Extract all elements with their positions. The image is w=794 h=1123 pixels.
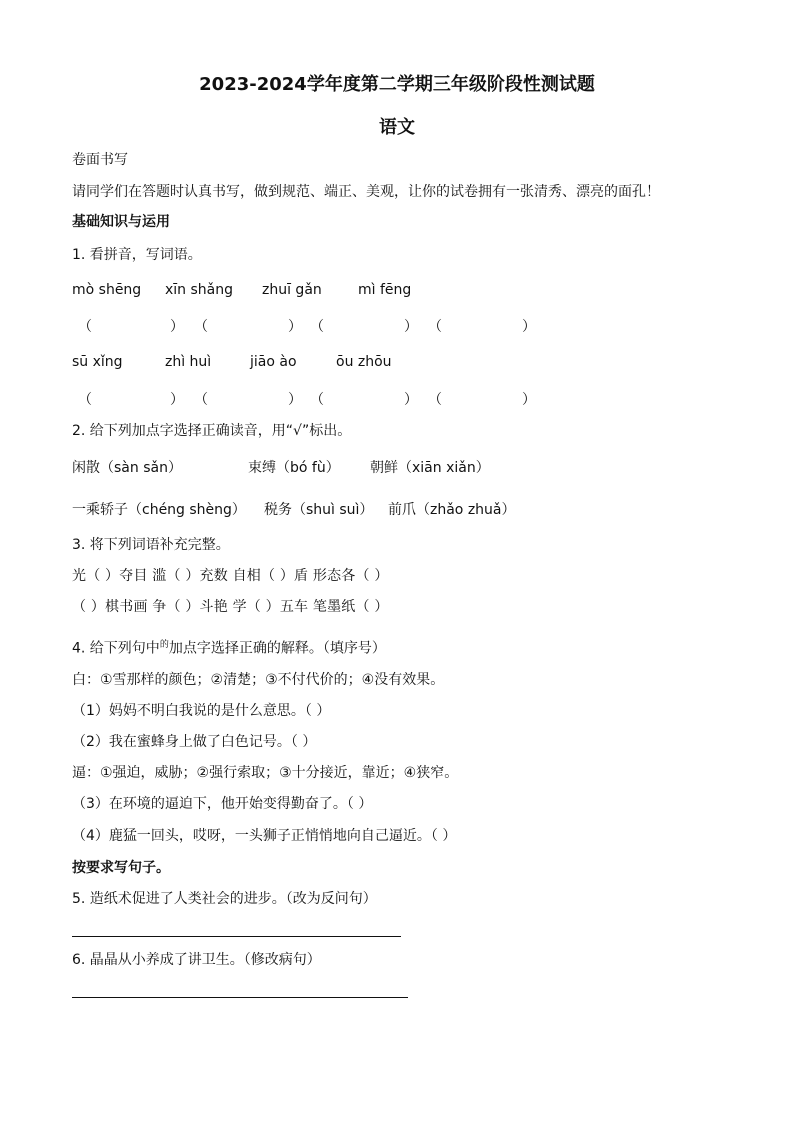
pinyin-4: mì fēng: [358, 282, 412, 298]
answer-box-open: （: [78, 319, 92, 335]
answer-box-close: ）: [404, 392, 418, 408]
question-4: [72, 635, 386, 659]
answer-box-open: （: [194, 392, 208, 408]
section-sentence-writing: 按要求写句子。: [72, 860, 170, 876]
question-6: 6. 晶晶从小养成了讲卫生。（修改病句）: [72, 952, 321, 968]
answer-line-6[interactable]: [72, 997, 408, 998]
reading-choice-3: 朝鲜（xiān xiǎn）: [370, 460, 490, 476]
emphasis-dot: 的: [159, 640, 169, 650]
sentence-1: （1）妈妈不明白我说的是什么意思。（ ）: [72, 703, 331, 719]
question-4-text-b: 加点字选择正确的解释。（填序号）: [168, 640, 386, 657]
idiom-fill-line-2: （ ）棋书画 争（ ）斗艳 学（ ）五车 笔墨纸（ ）: [72, 599, 389, 615]
handwriting-heading: 卷面书写: [72, 152, 128, 168]
answer-box-open: （: [310, 319, 324, 335]
pinyin-5: sū xǐng: [72, 354, 123, 370]
question-3: 3. 将下列词语补充完整。: [72, 537, 230, 553]
subject-title: 语文: [379, 117, 415, 138]
answer-box-open: （: [428, 319, 442, 335]
answer-line-5[interactable]: [72, 936, 401, 937]
answer-box-open: （: [194, 319, 208, 335]
reading-choice-6: 前爪（zhǎo zhuǎ）: [388, 502, 516, 518]
reading-choice-1: 闲散（sàn sǎn）: [72, 460, 182, 476]
answer-box-open: （: [78, 392, 92, 408]
answer-box-close: ）: [170, 319, 184, 335]
handwriting-note: 请同学们在答题时认真书写，做到规范、端正、美观，让你的试卷拥有一张清秀、漂亮的面孔！: [72, 184, 660, 200]
idiom-fill-line-1: 光（ ）夺目 滥（ ）充数 自相（ ）盾 形态各（ ）: [72, 568, 389, 584]
exam-title: 2023-2024学年度第二学期三年级阶段性测试题: [199, 74, 595, 95]
reading-choice-5: 税务（shuì suì）: [264, 502, 374, 518]
sentence-3: （3）在环境的逼迫下，他开始变得勤奋了。（ ）: [72, 796, 373, 812]
definition-bi: 逼：①强迫，威胁；②强行索取；③十分接近，靠近；④狭窄。: [72, 765, 459, 781]
pinyin-2: xīn shǎng: [165, 282, 234, 298]
pinyin-1: mò shēng: [72, 282, 142, 298]
definition-bai: 白：①雪那样的颜色；②清楚；③不付代价的；④没有效果。: [72, 672, 445, 688]
answer-box-close: ）: [522, 392, 536, 408]
answer-box-open: （: [310, 392, 324, 408]
answer-box-close: ）: [288, 392, 302, 408]
section-basic-knowledge: 基础知识与运用: [72, 214, 170, 230]
reading-choice-4: 一乘轿子（chéng shèng）: [72, 502, 246, 518]
question-5: 5. 造纸术促进了人类社会的进步。（改为反问句）: [72, 891, 377, 907]
question-4-text-a: 4. 给下列句中: [72, 640, 160, 657]
pinyin-3: zhuī gǎn: [262, 282, 322, 298]
pinyin-7: jiāo ào: [250, 354, 297, 370]
sentence-4: （4）鹿猛一回头，哎呀，一头狮子正悄悄地向自己逼近。（ ）: [72, 828, 457, 844]
answer-box-close: ）: [404, 319, 418, 335]
answer-box-close: ）: [288, 319, 302, 335]
pinyin-6: zhì huì: [165, 354, 212, 370]
reading-choice-2: 束缚（bó fù）: [248, 460, 340, 476]
answer-box-close: ）: [522, 319, 536, 335]
pinyin-8: ōu zhōu: [336, 354, 392, 370]
answer-box-close: ）: [170, 392, 184, 408]
sentence-2: （2）我在蜜蜂身上做了白色记号。（ ）: [72, 734, 317, 750]
question-1: 1. 看拼音，写词语。: [72, 247, 202, 263]
answer-box-open: （: [428, 392, 442, 408]
question-2: 2. 给下列加点字选择正确读音，用“√”标出。: [72, 423, 352, 439]
